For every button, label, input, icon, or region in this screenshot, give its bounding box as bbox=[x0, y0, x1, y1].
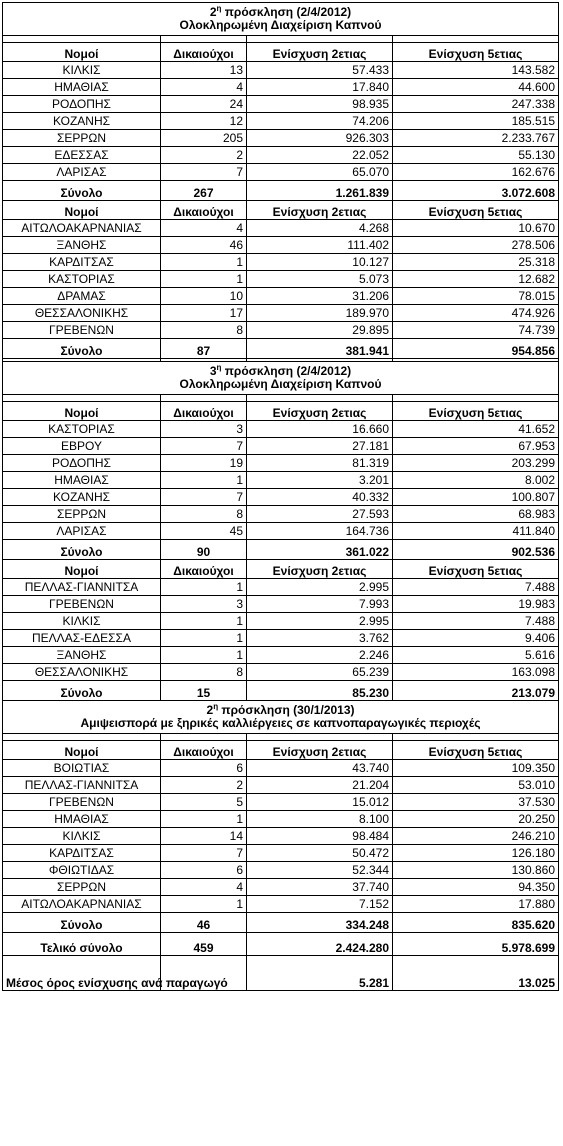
prefecture-cell: ΞΑΝΘΗΣ bbox=[3, 237, 161, 254]
table-row bbox=[3, 896, 559, 913]
prefecture-cell: Μέσος όρος ενίσχυσης ανά παραγωγό bbox=[3, 956, 161, 991]
call-number: 2 bbox=[209, 5, 217, 19]
aid-5year-cell: 8.002 bbox=[393, 472, 559, 489]
aid-2year-cell: 2.995 bbox=[247, 579, 393, 596]
aid-2year-cell: 29.895 bbox=[247, 322, 393, 339]
prefecture-cell: ΔΡΑΜΑΣ bbox=[3, 288, 161, 305]
beneficiaries-cell: 4 bbox=[161, 79, 247, 96]
beneficiaries-cell: Δικαιούχοι bbox=[161, 741, 247, 760]
aid-5year-cell: 474.926 bbox=[393, 305, 559, 322]
prefecture-cell: ΑΙΤΩΛΟΑΚΑΡΝΑΝΙΑΣ bbox=[3, 896, 161, 913]
aid-5year-cell: 5.978.699 bbox=[393, 933, 559, 956]
aid-5year-cell: 3.072.608 bbox=[393, 181, 559, 201]
aid-2year-cell: 7.993 bbox=[247, 596, 393, 613]
aid-2year-cell: 85.230 bbox=[247, 681, 393, 701]
beneficiaries-cell: 87 bbox=[161, 339, 247, 359]
beneficiaries-cell: Δικαιούχοι bbox=[161, 43, 247, 62]
table-row bbox=[3, 760, 559, 777]
aid-2year-cell: 37.740 bbox=[247, 879, 393, 896]
prefecture-cell: ΚΙΛΚΙΣ bbox=[3, 62, 161, 79]
aid-2year-cell: 1.261.839 bbox=[247, 181, 393, 201]
aid-2year-cell: 43.740 bbox=[247, 760, 393, 777]
prefecture-cell: ΣΕΡΡΩΝ bbox=[3, 130, 161, 147]
prefecture-cell: Τελικό σύνολο bbox=[3, 933, 161, 956]
aid-2year-cell: 5.281 bbox=[247, 956, 393, 991]
beneficiaries-cell: 10 bbox=[161, 288, 247, 305]
aid-2year-cell: 164.736 bbox=[247, 523, 393, 540]
table-row bbox=[3, 777, 559, 794]
table-row bbox=[3, 630, 559, 647]
aid-5year-cell: 203.299 bbox=[393, 455, 559, 472]
beneficiaries-cell: 19 bbox=[161, 455, 247, 472]
prefecture-cell: ΚΟΖΑΝΗΣ bbox=[3, 489, 161, 506]
beneficiaries-cell: 24 bbox=[161, 96, 247, 113]
prefecture-cell: Νομοί bbox=[3, 43, 161, 62]
aid-5year-cell: 9.406 bbox=[393, 630, 559, 647]
table-row bbox=[3, 579, 559, 596]
aid-2year-cell: Ενίσχυση 2ετιας bbox=[247, 402, 393, 421]
call-number: 2 bbox=[206, 703, 214, 717]
table-body bbox=[3, 3, 559, 991]
aid-2year-cell: 98.935 bbox=[247, 96, 393, 113]
prefecture-cell: Σύνολο bbox=[3, 913, 161, 933]
aid-5year-cell: 17.880 bbox=[393, 896, 559, 913]
call-date: πρόσκληση (2/4/2012) bbox=[221, 5, 352, 19]
aid-5year-cell: 2.233.767 bbox=[393, 130, 559, 147]
prefecture-cell: ΚΟΖΑΝΗΣ bbox=[3, 113, 161, 130]
prefecture-cell: ΛΑΡΙΣΑΣ bbox=[3, 164, 161, 181]
aid-5year-cell: 37.530 bbox=[393, 794, 559, 811]
table-row bbox=[3, 845, 559, 862]
table-row bbox=[3, 421, 559, 438]
aid-5year-cell: Ενίσχυση 5ετιας bbox=[393, 741, 559, 760]
table-row bbox=[3, 472, 559, 489]
prefecture-cell: Νομοί bbox=[3, 741, 161, 760]
table-row bbox=[3, 613, 559, 630]
prefecture-cell: ΕΒΡΟΥ bbox=[3, 438, 161, 455]
aid-5year-cell: 41.652 bbox=[393, 421, 559, 438]
ordinal-suffix: η bbox=[216, 4, 222, 13]
aid-5year-cell: 100.807 bbox=[393, 489, 559, 506]
aid-2year-cell: 381.941 bbox=[247, 339, 393, 359]
beneficiaries-cell: 1 bbox=[161, 472, 247, 489]
subtotal-row bbox=[3, 913, 559, 933]
table-row bbox=[3, 147, 559, 164]
beneficiaries-cell: 8 bbox=[161, 506, 247, 523]
table-row bbox=[3, 455, 559, 472]
beneficiaries-cell: 205 bbox=[161, 130, 247, 147]
aid-2year-cell: 27.593 bbox=[247, 506, 393, 523]
aid-2year-cell: 10.127 bbox=[247, 254, 393, 271]
table-row bbox=[3, 322, 559, 339]
aid-2year-cell: 65.070 bbox=[247, 164, 393, 181]
aid-5year-cell: 13.025 bbox=[393, 956, 559, 991]
prefecture-cell: ΡΟΔΟΠΗΣ bbox=[3, 455, 161, 472]
prefecture-cell: ΚΑΣΤΟΡΙΑΣ bbox=[3, 421, 161, 438]
prefecture-cell: ΓΡΕΒΕΝΩΝ bbox=[3, 322, 161, 339]
prefecture-cell: Σύνολο bbox=[3, 540, 161, 560]
aid-5year-cell: 902.536 bbox=[393, 540, 559, 560]
aid-2year-cell: Ενίσχυση 2ετιας bbox=[247, 560, 393, 579]
aid-2year-cell: 2.424.280 bbox=[247, 933, 393, 956]
beneficiaries-cell: 14 bbox=[161, 828, 247, 845]
column-header-row bbox=[3, 560, 559, 579]
aid-2year-cell: 74.206 bbox=[247, 113, 393, 130]
beneficiaries-cell: 6 bbox=[161, 760, 247, 777]
aid-2year-cell: 8.100 bbox=[247, 811, 393, 828]
spacer-row bbox=[3, 36, 559, 43]
aid-5year-cell: 162.676 bbox=[393, 164, 559, 181]
aid-2year-cell: 16.660 bbox=[247, 421, 393, 438]
prefecture-cell: ΗΜΑΘΙΑΣ bbox=[3, 79, 161, 96]
table-row bbox=[3, 220, 559, 237]
beneficiaries-cell: 4 bbox=[161, 220, 247, 237]
prefecture-cell: ΠΕΛΛΑΣ-ΓΙΑΝΝΙΤΣΑ bbox=[3, 777, 161, 794]
prefecture-cell: Σύνολο bbox=[3, 681, 161, 701]
beneficiaries-cell: 1 bbox=[161, 254, 247, 271]
prefecture-cell: ΠΕΛΛΑΣ-ΕΔΕΣΣΑ bbox=[3, 630, 161, 647]
aid-2year-cell: 21.204 bbox=[247, 777, 393, 794]
beneficiaries-cell: 7 bbox=[161, 845, 247, 862]
aid-2year-cell: 57.433 bbox=[247, 62, 393, 79]
section-title-cell bbox=[3, 701, 559, 734]
prefecture-cell: ΣΕΡΡΩΝ bbox=[3, 879, 161, 896]
section-subtitle: Ολοκληρωμένη Διαχείριση Καπνού bbox=[179, 18, 382, 32]
aid-5year-cell: Ενίσχυση 5ετιας bbox=[393, 201, 559, 220]
prefecture-cell: ΓΡΕΒΕΝΩΝ bbox=[3, 596, 161, 613]
table-row bbox=[3, 130, 559, 147]
section-subtitle: Αμιψεισπορά με ξηρικές καλλιέργειες σε καπνοπαραγωγικές περιοχές bbox=[80, 716, 481, 730]
table-row bbox=[3, 647, 559, 664]
table-row bbox=[3, 664, 559, 681]
prefecture-cell: ΡΟΔΟΠΗΣ bbox=[3, 96, 161, 113]
spacer-row bbox=[3, 395, 559, 402]
beneficiaries-cell: 6 bbox=[161, 862, 247, 879]
column-header-row bbox=[3, 43, 559, 62]
table-row bbox=[3, 489, 559, 506]
aid-5year-cell: 25.318 bbox=[393, 254, 559, 271]
prefecture-cell: ΛΑΡΙΣΑΣ bbox=[3, 523, 161, 540]
aid-2year-cell: 2.246 bbox=[247, 647, 393, 664]
ordinal-suffix: η bbox=[213, 702, 219, 711]
aid-5year-cell: 7.488 bbox=[393, 579, 559, 596]
beneficiaries-cell: 1 bbox=[161, 579, 247, 596]
aid-5year-cell: 12.682 bbox=[393, 271, 559, 288]
prefecture-cell: ΒΟΙΩΤΙΑΣ bbox=[3, 760, 161, 777]
prefecture-cell: ΚΙΛΚΙΣ bbox=[3, 828, 161, 845]
call-date: πρόσκληση (30/1/2013) bbox=[218, 703, 355, 717]
beneficiaries-cell: 7 bbox=[161, 438, 247, 455]
aid-5year-cell: Ενίσχυση 5ετιας bbox=[393, 402, 559, 421]
aid-2year-cell: 2.995 bbox=[247, 613, 393, 630]
prefecture-cell: Νομοί bbox=[3, 201, 161, 220]
aid-5year-cell: 246.210 bbox=[393, 828, 559, 845]
table-row bbox=[3, 237, 559, 254]
prefecture-cell: Νομοί bbox=[3, 560, 161, 579]
aid-5year-cell: 67.953 bbox=[393, 438, 559, 455]
table-row bbox=[3, 288, 559, 305]
column-header-row bbox=[3, 741, 559, 760]
aid-2year-cell: Ενίσχυση 2ετιας bbox=[247, 43, 393, 62]
beneficiaries-cell: 459 bbox=[161, 933, 247, 956]
prefecture-cell: ΗΜΑΘΙΑΣ bbox=[3, 472, 161, 489]
aid-5year-cell: 130.860 bbox=[393, 862, 559, 879]
aid-5year-cell: 53.010 bbox=[393, 777, 559, 794]
aid-2year-cell: 334.248 bbox=[247, 913, 393, 933]
table-row bbox=[3, 79, 559, 96]
beneficiaries-cell: 1 bbox=[161, 630, 247, 647]
table-row bbox=[3, 596, 559, 613]
section-title-cell bbox=[3, 3, 559, 36]
column-header-row bbox=[3, 402, 559, 421]
column-header-row bbox=[3, 201, 559, 220]
aid-5year-cell: 74.739 bbox=[393, 322, 559, 339]
aid-2year-cell: 15.012 bbox=[247, 794, 393, 811]
prefecture-cell: ΑΙΤΩΛΟΑΚΑΡΝΑΝΙΑΣ bbox=[3, 220, 161, 237]
subtotal-row bbox=[3, 540, 559, 560]
aid-5year-cell: 68.983 bbox=[393, 506, 559, 523]
aid-5year-cell: 94.350 bbox=[393, 879, 559, 896]
aid-2year-cell: 52.344 bbox=[247, 862, 393, 879]
beneficiaries-cell: 1 bbox=[161, 647, 247, 664]
prefecture-cell: ΚΑΡΔΙΤΣΑΣ bbox=[3, 254, 161, 271]
prefecture-cell: Σύνολο bbox=[3, 339, 161, 359]
table-row bbox=[3, 96, 559, 113]
subtotal-row bbox=[3, 681, 559, 701]
prefecture-cell: ΘΕΣΣΑΛΟΝΙΚΗΣ bbox=[3, 664, 161, 681]
beneficiaries-cell: Δικαιούχοι bbox=[161, 201, 247, 220]
table-row bbox=[3, 271, 559, 288]
table-row bbox=[3, 523, 559, 540]
aid-5year-cell: 78.015 bbox=[393, 288, 559, 305]
aid-5year-cell: 835.620 bbox=[393, 913, 559, 933]
table-row bbox=[3, 438, 559, 455]
beneficiaries-cell: 90 bbox=[161, 540, 247, 560]
beneficiaries-cell: 12 bbox=[161, 113, 247, 130]
section-subtitle: Ολοκληρωμένη Διαχείριση Καπνού bbox=[179, 377, 382, 391]
prefecture-cell: ΞΑΝΘΗΣ bbox=[3, 647, 161, 664]
aid-5year-cell: 109.350 bbox=[393, 760, 559, 777]
beneficiaries-cell: 5 bbox=[161, 794, 247, 811]
beneficiaries-cell: 7 bbox=[161, 489, 247, 506]
prefecture-cell: ΘΕΣΣΑΛΟΝΙΚΗΣ bbox=[3, 305, 161, 322]
prefecture-cell: Νομοί bbox=[3, 402, 161, 421]
aid-2year-cell: 361.022 bbox=[247, 540, 393, 560]
aid-5year-cell: 411.840 bbox=[393, 523, 559, 540]
subtotal-row bbox=[3, 181, 559, 201]
aid-5year-cell: 185.515 bbox=[393, 113, 559, 130]
prefecture-cell: ΗΜΑΘΙΑΣ bbox=[3, 811, 161, 828]
aid-5year-cell: 247.338 bbox=[393, 96, 559, 113]
prefecture-cell: ΓΡΕΒΕΝΩΝ bbox=[3, 794, 161, 811]
beneficiaries-cell: 1 bbox=[161, 613, 247, 630]
aid-5year-cell: Ενίσχυση 5ετιας bbox=[393, 43, 559, 62]
aid-2year-cell: 81.319 bbox=[247, 455, 393, 472]
prefecture-cell: ΣΕΡΡΩΝ bbox=[3, 506, 161, 523]
table-row bbox=[3, 62, 559, 79]
aid-5year-cell: 143.582 bbox=[393, 62, 559, 79]
aid-5year-cell: 5.616 bbox=[393, 647, 559, 664]
table-row bbox=[3, 862, 559, 879]
aid-5year-cell: 10.670 bbox=[393, 220, 559, 237]
section-header bbox=[3, 3, 559, 36]
beneficiaries-cell: 8 bbox=[161, 664, 247, 681]
prefecture-cell: ΠΕΛΛΑΣ-ΓΙΑΝΝΙΤΣΑ bbox=[3, 579, 161, 596]
aid-5year-cell: 163.098 bbox=[393, 664, 559, 681]
aid-5year-cell: 278.506 bbox=[393, 237, 559, 254]
beneficiaries-cell: 2 bbox=[161, 147, 247, 164]
beneficiaries-cell: 8 bbox=[161, 322, 247, 339]
aid-5year-cell: 19.983 bbox=[393, 596, 559, 613]
aid-2year-cell: 98.484 bbox=[247, 828, 393, 845]
table-row bbox=[3, 305, 559, 322]
beneficiaries-cell: 4 bbox=[161, 879, 247, 896]
aid-5year-cell: 954.856 bbox=[393, 339, 559, 359]
table-row bbox=[3, 828, 559, 845]
call-number: 3 bbox=[209, 364, 217, 378]
beneficiaries-cell: 1 bbox=[161, 811, 247, 828]
beneficiaries-cell: 46 bbox=[161, 913, 247, 933]
grand-total-row bbox=[3, 933, 559, 956]
beneficiaries-cell: 3 bbox=[161, 596, 247, 613]
aid-2year-cell: Ενίσχυση 2ετιας bbox=[247, 201, 393, 220]
aid-2year-cell: 22.052 bbox=[247, 147, 393, 164]
table-row bbox=[3, 506, 559, 523]
beneficiaries-cell: 45 bbox=[161, 523, 247, 540]
prefecture-cell: ΚΑΣΤΟΡΙΑΣ bbox=[3, 271, 161, 288]
aid-2year-cell: 50.472 bbox=[247, 845, 393, 862]
beneficiaries-cell: 267 bbox=[161, 181, 247, 201]
prefecture-cell: ΕΔΕΣΣΑΣ bbox=[3, 147, 161, 164]
table-row bbox=[3, 794, 559, 811]
beneficiaries-cell: 13 bbox=[161, 62, 247, 79]
ordinal-suffix: η bbox=[216, 363, 222, 372]
beneficiaries-cell: 1 bbox=[161, 896, 247, 913]
prefecture-cell: Σύνολο bbox=[3, 181, 161, 201]
table-row bbox=[3, 254, 559, 271]
aid-2year-cell: Ενίσχυση 2ετιας bbox=[247, 741, 393, 760]
aid-2year-cell: 65.239 bbox=[247, 664, 393, 681]
prefecture-cell: ΚΙΛΚΙΣ bbox=[3, 613, 161, 630]
table-row bbox=[3, 811, 559, 828]
aid-5year-cell: 20.250 bbox=[393, 811, 559, 828]
beneficiaries-cell: Δικαιούχοι bbox=[161, 560, 247, 579]
subsidy-table bbox=[2, 2, 559, 991]
beneficiaries-cell: 17 bbox=[161, 305, 247, 322]
beneficiaries-cell: 15 bbox=[161, 681, 247, 701]
prefecture-cell: ΦΘΙΩΤΙΔΑΣ bbox=[3, 862, 161, 879]
aid-2year-cell: 3.762 bbox=[247, 630, 393, 647]
aid-2year-cell: 40.332 bbox=[247, 489, 393, 506]
aid-2year-cell: 111.402 bbox=[247, 237, 393, 254]
aid-2year-cell: 5.073 bbox=[247, 271, 393, 288]
table-row bbox=[3, 164, 559, 181]
subtotal-row bbox=[3, 339, 559, 359]
section-header bbox=[3, 701, 559, 734]
aid-5year-cell: 126.180 bbox=[393, 845, 559, 862]
aid-2year-cell: 4.268 bbox=[247, 220, 393, 237]
aid-2year-cell: 189.970 bbox=[247, 305, 393, 322]
section-header bbox=[3, 362, 559, 395]
beneficiaries-cell: 2 bbox=[161, 777, 247, 794]
spacer-row bbox=[3, 734, 559, 741]
aid-5year-cell: Ενίσχυση 5ετιας bbox=[393, 560, 559, 579]
aid-2year-cell: 7.152 bbox=[247, 896, 393, 913]
section-title-cell bbox=[3, 362, 559, 395]
beneficiaries-cell: 46 bbox=[161, 237, 247, 254]
aid-5year-cell: 7.488 bbox=[393, 613, 559, 630]
call-date: πρόσκληση (2/4/2012) bbox=[221, 364, 352, 378]
table-row bbox=[3, 879, 559, 896]
beneficiaries-cell: 3 bbox=[161, 421, 247, 438]
aid-5year-cell: 213.079 bbox=[393, 681, 559, 701]
table-row bbox=[3, 113, 559, 130]
aid-5year-cell: 44.600 bbox=[393, 79, 559, 96]
aid-5year-cell: 55.130 bbox=[393, 147, 559, 164]
aid-2year-cell: 27.181 bbox=[247, 438, 393, 455]
aid-2year-cell: 31.206 bbox=[247, 288, 393, 305]
aid-2year-cell: 926.303 bbox=[247, 130, 393, 147]
average-row bbox=[3, 956, 559, 991]
beneficiaries-cell: Δικαιούχοι bbox=[161, 402, 247, 421]
beneficiaries-cell: 7 bbox=[161, 164, 247, 181]
prefecture-cell: ΚΑΡΔΙΤΣΑΣ bbox=[3, 845, 161, 862]
aid-2year-cell: 3.201 bbox=[247, 472, 393, 489]
aid-2year-cell: 17.840 bbox=[247, 79, 393, 96]
beneficiaries-cell: 1 bbox=[161, 271, 247, 288]
